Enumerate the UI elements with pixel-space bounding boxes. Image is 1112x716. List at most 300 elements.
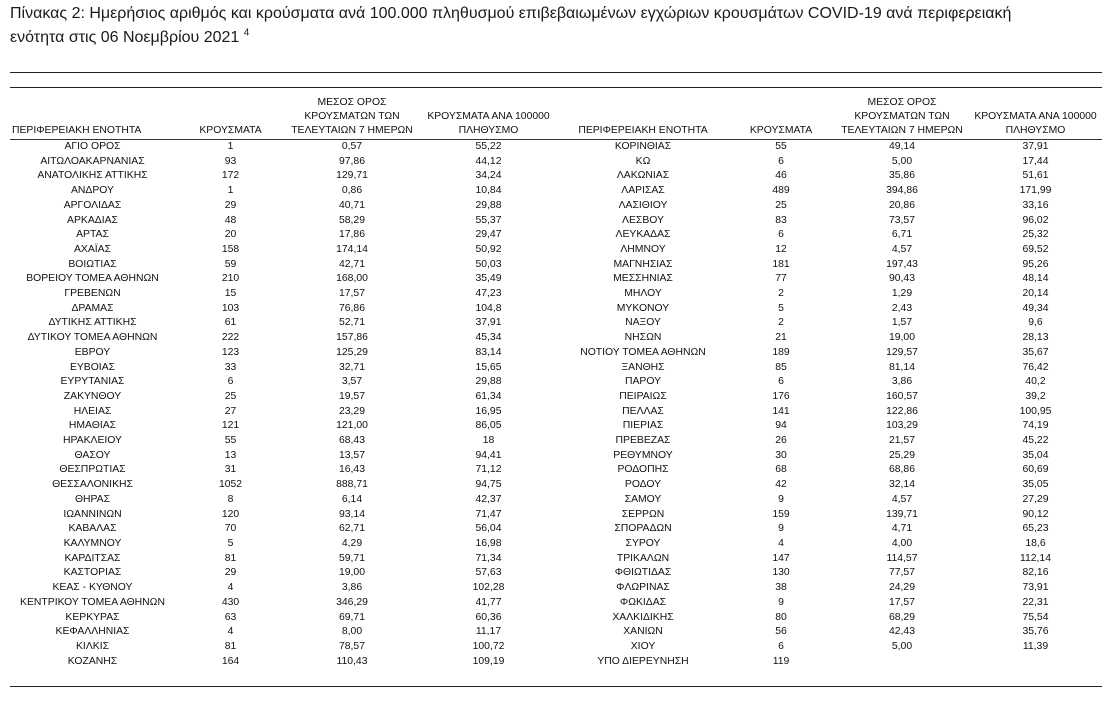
table-row <box>10 214 1102 229</box>
table-row <box>10 287 1102 302</box>
per-100k-cell: 109,19 <box>472 655 505 667</box>
cases-cell: 26 <box>775 435 787 447</box>
avg-7-days-cell <box>835 655 969 670</box>
avg-7-days-cell: 1,57 <box>891 317 913 329</box>
avg-7-days-cell: 122,86 <box>886 405 918 417</box>
table-row <box>10 449 1102 464</box>
cases-cell: 1 <box>227 141 234 152</box>
per-100k-cell: 60,36 <box>475 611 502 623</box>
per-100k-cell: 83,14 <box>475 346 502 358</box>
avg-7-days-cell: 5,00 <box>891 155 913 167</box>
avg-7-days-cell: 129,57 <box>886 346 918 358</box>
top-rule <box>10 72 1102 73</box>
per-100k-cell: 56,04 <box>475 523 502 535</box>
region-cell: ΡΟΔΟΠΗΣ <box>617 464 669 476</box>
table-bottom-rule <box>10 686 1102 687</box>
region-cell: ΗΜΑΘΙΑΣ <box>68 420 117 432</box>
avg-7-days-cell: 17,57 <box>888 596 915 608</box>
cases-cell: 25 <box>224 390 237 402</box>
per-100k-cell: 90,12 <box>1022 508 1049 520</box>
per-100k-cell: 94,41 <box>475 449 502 461</box>
avg-7-days-cell: 4,00 <box>891 537 913 549</box>
cases-cell: 164 <box>221 655 240 667</box>
per-100k-cell: 45,34 <box>475 332 502 344</box>
header-cases: ΚΡΟΥΣΜΑΤΑ <box>175 94 286 140</box>
cases-cell: 2 <box>778 288 784 300</box>
region-cell: ΚΑΒΑΛΑΣ <box>68 523 117 535</box>
region-cell: ΜΥΚΟΝΟΥ <box>616 302 670 314</box>
per-100k-cell: 50,03 <box>475 258 502 270</box>
table-row <box>10 419 1102 434</box>
table-row <box>10 655 1102 670</box>
title-line-1: Πίνακας 2: Ημερήσιος αριθμός και κρούσματα ανά 100.000 πληθυσμού επιβεβαιωμένων εγχώριων κρουσμάτων COVID-19 ανά περιφερειακή <box>10 5 1012 22</box>
region-cell: ΑΙΤΩΛΟΑΚΑΡΝΑΝΙΑΣ <box>40 155 145 167</box>
region-cell: ΧΙΟΥ <box>630 640 656 652</box>
cases-cell: 77 <box>775 273 787 285</box>
per-100k-cell: 27,29 <box>1022 493 1049 505</box>
table-row <box>10 272 1102 287</box>
avg-7-days-cell: 76,86 <box>338 302 365 314</box>
table-row <box>10 405 1102 420</box>
avg-7-days-cell: 103,29 <box>886 420 918 432</box>
avg-7-days-cell: 35,86 <box>888 170 915 182</box>
region-cell: ΠΡΕΒΕΖΑΣ <box>615 435 671 447</box>
region-cell: ΤΡΙΚΑΛΩΝ <box>616 552 670 564</box>
region-cell: ΔΡΑΜΑΣ <box>71 302 114 314</box>
per-100k-cell: 35,05 <box>1022 479 1049 491</box>
table-row <box>10 581 1102 596</box>
region-cell: ΘΗΡΑΣ <box>74 493 111 505</box>
per-100k-cell: 41,77 <box>475 596 502 608</box>
cases-cell: 130 <box>772 567 790 579</box>
per-100k-cell: 76,42 <box>1022 361 1049 373</box>
cases-cell: 1 <box>227 185 234 197</box>
cases-cell: 210 <box>221 273 240 285</box>
cases-cell: 30 <box>775 449 787 461</box>
footnote-marker: 4 <box>243 27 250 39</box>
region-cell: ΚΕΝΤΡΙΚΟΥ ΤΟΜΕΑ ΑΘΗΝΩΝ <box>20 596 165 608</box>
avg-7-days-cell: 62,71 <box>338 523 365 535</box>
avg-7-days-cell: 5,00 <box>891 640 913 652</box>
avg-7-days-cell: 4,57 <box>891 493 913 505</box>
region-cell: ΖΑΚΥΝΘΟΥ <box>63 390 122 402</box>
cases-cell: 20 <box>224 229 237 241</box>
table-row <box>10 361 1102 376</box>
avg-7-days-cell: 197,43 <box>886 258 918 270</box>
per-100k-cell: 55,22 <box>475 141 502 152</box>
cases-cell: 141 <box>772 405 790 417</box>
region-cell: ΞΑΝΘΗΣ <box>621 361 665 373</box>
avg-7-days-cell: 93,14 <box>338 508 365 520</box>
avg-7-days-cell: 78,57 <box>338 640 365 652</box>
table-row <box>10 258 1102 273</box>
per-100k-cell: 35,76 <box>1022 626 1049 638</box>
per-100k-cell <box>969 655 1102 670</box>
region-cell: ΑΓΙΟ ΟΡΟΣ <box>64 141 121 152</box>
per-100k-cell: 44,12 <box>475 155 502 167</box>
cases-cell: 55 <box>775 141 787 152</box>
table-row <box>10 640 1102 655</box>
region-cell: ΝΗΣΩΝ <box>624 332 662 344</box>
avg-7-days-cell: 19,57 <box>338 390 365 402</box>
avg-7-days-cell: 32,71 <box>338 361 365 373</box>
per-100k-cell: 102,28 <box>472 582 505 594</box>
cases-cell: 56 <box>775 626 787 638</box>
cases-cell: 81 <box>224 552 237 564</box>
per-100k-cell: 112,14 <box>1019 552 1051 564</box>
per-100k-cell: 16,98 <box>475 537 502 549</box>
region-cell: ΝΑΞΟΥ <box>625 317 661 329</box>
cases-cell: 5 <box>778 302 784 314</box>
cases-cell: 158 <box>221 243 240 255</box>
region-cell: ΧΑΛΚΙΔΙΚΗΣ <box>612 611 674 623</box>
cases-cell: 13 <box>224 449 237 461</box>
region-cell: ΚΕΑΣ - ΚΥΘΝΟΥ <box>52 582 133 594</box>
table-row <box>10 434 1102 449</box>
cases-cell: 42 <box>775 479 787 491</box>
per-100k-cell: 74,19 <box>1022 420 1049 432</box>
cases-cell: 147 <box>772 552 790 564</box>
region-cell: ΠΑΡΟΥ <box>624 376 662 388</box>
cases-cell: 38 <box>775 582 787 594</box>
avg-7-days-cell: 23,29 <box>338 405 365 417</box>
header-cases: ΚΡΟΥΣΜΑΤΑ <box>727 94 835 140</box>
table-row <box>10 375 1102 390</box>
region-cell: ΛΑΡΙΣΑΣ <box>621 185 665 197</box>
per-100k-cell: 28,13 <box>1022 332 1049 344</box>
region-cell: ΗΛΕΙΑΣ <box>73 405 112 417</box>
cases-cell: 1052 <box>218 479 243 491</box>
per-100k-cell: 61,34 <box>475 390 502 402</box>
region-cell: ΝΟΤΙΟΥ ΤΟΜΕΑ ΑΘΗΝΩΝ <box>580 346 706 358</box>
region-cell: ΚΩ <box>635 155 651 167</box>
cases-cell: 2 <box>778 317 784 329</box>
cases-cell: 222 <box>221 332 240 344</box>
avg-7-days-cell: 58,29 <box>338 214 365 226</box>
region-cell: ΛΕΣΒΟΥ <box>622 214 664 226</box>
per-100k-cell: 29,88 <box>475 376 502 388</box>
cases-cell: 15 <box>224 288 237 300</box>
table-row <box>10 625 1102 640</box>
avg-7-days-cell: 77,57 <box>888 567 915 579</box>
cases-cell: 430 <box>221 596 240 608</box>
table-row <box>10 169 1102 184</box>
avg-7-days-cell: 40,71 <box>338 199 365 211</box>
region-cell: ΘΑΣΟΥ <box>74 449 111 461</box>
table-row <box>10 184 1102 199</box>
cases-cell: 94 <box>775 420 787 432</box>
avg-7-days-cell: 20,86 <box>888 199 915 211</box>
avg-7-days-cell: 2,43 <box>891 302 913 314</box>
region-cell: ΦΛΩΡΙΝΑΣ <box>616 582 670 594</box>
cases-cell: 6 <box>778 155 784 167</box>
avg-7-days-cell: 129,71 <box>336 170 368 182</box>
avg-7-days-cell: 52,71 <box>338 317 365 329</box>
per-100k-cell: 25,32 <box>1022 229 1049 241</box>
per-100k-cell: 73,91 <box>1022 582 1049 594</box>
per-100k-cell: 37,91 <box>1022 141 1049 152</box>
per-100k-cell: 17,44 <box>1022 155 1049 167</box>
per-100k-cell: 18,6 <box>1025 537 1046 549</box>
cases-cell: 6 <box>778 640 784 652</box>
cases-cell: 4 <box>778 537 784 549</box>
header-avg-7-days: ΜΕΣΟΣ ΟΡΟΣ ΚΡΟΥΣΜΑΤΩΝ ΤΩΝ ΤΕΛΕΥΤΑΙΩΝ 7 ΗΜΕΡΩΝ <box>835 94 969 140</box>
per-100k-cell: 11,17 <box>475 626 502 638</box>
avg-7-days-cell: 160,57 <box>886 390 918 402</box>
table-row <box>10 552 1102 567</box>
table-row <box>10 478 1102 493</box>
per-100k-cell: 33,16 <box>1022 199 1049 211</box>
avg-7-days-cell: 17,86 <box>338 229 365 241</box>
cases-cell: 489 <box>772 185 790 197</box>
avg-7-days-cell: 888,71 <box>336 479 368 491</box>
cases-cell: 6 <box>227 376 234 388</box>
region-cell: ΣΥΡΟΥ <box>625 537 661 549</box>
per-100k-cell: 35,04 <box>1022 449 1049 461</box>
avg-7-days-cell: 4,57 <box>891 243 913 255</box>
region-cell: ΠΙΕΡΙΑΣ <box>622 420 664 432</box>
cases-cell: 6 <box>778 229 784 241</box>
cases-cell: 85 <box>775 361 787 373</box>
avg-7-days-cell: 110,43 <box>336 655 368 667</box>
avg-7-days-cell: 174,14 <box>336 243 368 255</box>
avg-7-days-cell: 157,86 <box>336 332 368 344</box>
region-cell: ΣΑΜΟΥ <box>624 493 662 505</box>
per-100k-cell: 94,75 <box>475 479 502 491</box>
cases-cell: 12 <box>775 243 787 255</box>
region-cell: ΜΕΣΣΗΝΙΑΣ <box>613 273 673 285</box>
cases-cell: 80 <box>775 611 787 623</box>
per-100k-cell: 65,23 <box>1022 523 1049 535</box>
avg-7-days-cell: 17,57 <box>338 288 365 300</box>
per-100k-cell: 42,37 <box>475 493 502 505</box>
cases-cell: 189 <box>772 346 790 358</box>
region-cell: ΕΒΡΟΥ <box>74 346 111 358</box>
header-region: ΠΕΡΙΦΕΡΕΙΑΚΗ ΕΝΟΤΗΤΑ <box>10 94 175 140</box>
per-100k-cell: 29,47 <box>475 229 502 241</box>
region-cell: ΠΕΛΛΑΣ <box>622 405 664 417</box>
region-cell: ΗΡΑΚΛΕΙΟΥ <box>63 435 122 447</box>
table-row <box>10 611 1102 626</box>
region-cell: ΡΟΔΟΥ <box>624 479 662 491</box>
avg-7-days-cell: 97,86 <box>338 155 365 167</box>
region-cell: ΜΗΛΟΥ <box>624 288 662 300</box>
avg-7-days-cell: 13,57 <box>338 449 365 461</box>
region-cell: ΔΥΤΙΚΗΣ ΑΤΤΙΚΗΣ <box>48 317 137 329</box>
per-100k-cell: 15,65 <box>475 361 502 373</box>
per-100k-cell: 35,49 <box>475 273 502 285</box>
region-cell: ΒΟΙΩΤΙΑΣ <box>68 258 117 270</box>
cases-cell: 6 <box>778 376 784 388</box>
document-title <box>10 2 1105 50</box>
per-100k-cell: 57,63 <box>475 567 502 579</box>
per-100k-cell: 71,12 <box>475 464 502 476</box>
per-100k-cell: 171,99 <box>1019 185 1052 197</box>
region-cell: ΕΥΡΥΤΑΝΙΑΣ <box>60 376 125 388</box>
cases-cell: 4 <box>227 626 234 638</box>
cases-cell: 63 <box>224 611 237 623</box>
avg-7-days-cell: 42,71 <box>338 258 365 270</box>
table-row <box>10 522 1102 537</box>
avg-7-days-cell: 49,14 <box>888 141 915 152</box>
avg-7-days-cell: 16,43 <box>338 464 365 476</box>
table-row <box>10 566 1102 581</box>
region-cell: ΚΑΣΤΟΡΙΑΣ <box>63 567 122 579</box>
region-cell: ΒΟΡΕΙΟΥ ΤΟΜΕΑ ΑΘΗΝΩΝ <box>26 273 159 285</box>
per-100k-cell: 22,31 <box>1022 596 1049 608</box>
region-cell: ΑΡΤΑΣ <box>76 229 109 241</box>
title-line-2: ενότητα στις 06 Νοεμβρίου 2021 <box>10 29 240 46</box>
region-cell: ΛΑΣΙΘΙΟΥ <box>618 199 668 211</box>
per-100k-cell: 60,69 <box>1022 464 1049 476</box>
avg-7-days-cell: 3,86 <box>891 376 913 388</box>
cases-cell: 5 <box>227 537 234 549</box>
region-cell: ΑΝΔΡΟΥ <box>71 185 114 197</box>
region-cell: ΔΥΤΙΚΟΥ ΤΟΜΕΑ ΑΘΗΝΩΝ <box>27 332 158 344</box>
avg-7-days-cell: 4,29 <box>341 537 363 549</box>
avg-7-days-cell: 125,29 <box>336 346 368 358</box>
cases-cell: 123 <box>221 346 240 358</box>
region-cell: ΑΧΑΪΑΣ <box>73 243 112 255</box>
region-cell: ΠΕΙΡΑΙΩΣ <box>619 390 667 402</box>
cases-cell: 120 <box>221 508 240 520</box>
avg-7-days-cell: 8,00 <box>341 626 363 638</box>
avg-7-days-cell: 19,00 <box>338 567 365 579</box>
cases-cell: 9 <box>778 493 784 505</box>
avg-7-days-cell: 73,57 <box>888 214 915 226</box>
region-cell: ΜΑΓΝΗΣΙΑΣ <box>613 258 673 270</box>
region-cell: ΡΕΘΥΜΝΟΥ <box>613 449 673 461</box>
region-cell: ΓΡΕΒΕΝΩΝ <box>64 288 121 300</box>
header-per-100k: ΚΡΟΥΣΜΑΤΑ ΑΝΑ 100000 ΠΛΗΘΥΣΜΟ <box>418 94 559 140</box>
per-100k-cell: 10,84 <box>475 185 502 197</box>
cases-cell: 21 <box>775 332 787 344</box>
region-cell: ΘΕΣΠΡΩΤΙΑΣ <box>59 464 126 476</box>
avg-7-days-cell: 0,57 <box>341 141 363 152</box>
cases-cell: 9 <box>778 523 784 535</box>
table-row <box>10 463 1102 478</box>
cases-cell: 93 <box>224 155 237 167</box>
avg-7-days-cell: 394,86 <box>886 185 918 197</box>
per-100k-cell: 104,8 <box>475 302 502 314</box>
per-100k-cell: 45,22 <box>1022 435 1049 447</box>
cases-cell: 8 <box>227 493 234 505</box>
region-cell: ΚΕΦΑΛΛΗΝΙΑΣ <box>55 626 130 638</box>
region-cell: ΚΑΡΔΙΤΣΑΣ <box>64 552 121 564</box>
table-row <box>10 199 1102 214</box>
per-100k-cell: 69,52 <box>1022 243 1049 255</box>
per-100k-cell: 71,34 <box>475 552 502 564</box>
region-cell: ΧΑΝΙΩΝ <box>623 626 663 638</box>
per-100k-cell: 9,6 <box>1028 317 1043 329</box>
region-cell: ΛΕΥΚΑΔΑΣ <box>615 229 671 241</box>
avg-7-days-cell: 81,14 <box>888 361 915 373</box>
avg-7-days-cell: 6,14 <box>341 493 363 505</box>
avg-7-days-cell: 21,57 <box>888 435 915 447</box>
cases-cell: 83 <box>775 214 787 226</box>
avg-7-days-cell: 32,14 <box>888 479 915 491</box>
table-row <box>10 596 1102 611</box>
per-100k-cell: 18 <box>482 435 495 447</box>
per-100k-cell: 50,92 <box>475 243 502 255</box>
per-100k-cell: 16,95 <box>475 405 502 417</box>
avg-7-days-cell: 25,29 <box>888 449 915 461</box>
per-100k-cell: 86,05 <box>475 420 502 432</box>
per-100k-cell: 35,67 <box>1022 346 1049 358</box>
avg-7-days-cell: 19,00 <box>888 332 915 344</box>
region-cell: ΚΙΛΚΙΣ <box>76 640 109 652</box>
table-row <box>10 302 1102 317</box>
region-cell: ΣΠΟΡΑΔΩΝ <box>614 523 672 535</box>
table-row <box>10 508 1102 523</box>
cases-cell: 121 <box>221 420 240 432</box>
per-100k-cell: 20,14 <box>1022 288 1049 300</box>
cases-cell: 48 <box>224 214 237 226</box>
cases-cell: 46 <box>775 170 787 182</box>
cases-cell: 119 <box>772 655 790 667</box>
region-cell: ΛΑΚΩΝΙΑΣ <box>616 170 670 182</box>
per-100k-cell: 51,61 <box>1022 170 1049 182</box>
cases-cell: 81 <box>224 640 237 652</box>
region-cell: ΥΠΟ ΔΙΕΡΕΥΝΗΣΗ <box>597 655 689 667</box>
avg-7-days-cell: 42,43 <box>888 626 915 638</box>
table-row <box>10 140 1102 155</box>
cases-cell: 29 <box>224 199 237 211</box>
cases-cell: 27 <box>224 405 237 417</box>
avg-7-days-cell: 6,71 <box>891 229 913 241</box>
header-region: ΠΕΡΙΦΕΡΕΙΑΚΗ ΕΝΟΤΗΤΑ <box>559 94 727 140</box>
table-row <box>10 243 1102 258</box>
avg-7-days-cell: 139,71 <box>886 508 918 520</box>
table-row <box>10 331 1102 346</box>
table-row <box>10 155 1102 170</box>
cases-cell: 33 <box>224 361 237 373</box>
per-100k-cell: 37,91 <box>475 317 502 329</box>
per-100k-cell: 40,2 <box>1025 376 1046 388</box>
per-100k-cell: 100,72 <box>472 640 505 652</box>
avg-7-days-cell: 1,29 <box>891 288 913 300</box>
avg-7-days-cell: 69,71 <box>338 611 365 623</box>
table-row <box>10 228 1102 243</box>
avg-7-days-cell: 59,71 <box>338 552 365 564</box>
cases-cell: 59 <box>224 258 237 270</box>
per-100k-cell: 29,88 <box>475 199 502 211</box>
cases-cell: 9 <box>778 596 784 608</box>
cases-cell: 68 <box>775 464 787 476</box>
region-cell: ΑΝΑΤΟΛΙΚΗΣ ΑΤΤΙΚΗΣ <box>37 170 148 182</box>
per-100k-cell: 95,26 <box>1022 258 1049 270</box>
avg-7-days-cell: 68,29 <box>888 611 915 623</box>
table-top-rule <box>10 87 1102 88</box>
avg-7-days-cell: 0,86 <box>341 185 363 197</box>
cases-cell: 25 <box>775 199 787 211</box>
avg-7-days-cell: 68,86 <box>888 464 915 476</box>
cases-cell: 55 <box>224 435 237 447</box>
region-cell: ΚΕΡΚΥΡΑΣ <box>65 611 120 623</box>
table-row <box>10 346 1102 361</box>
per-100k-cell: 34,24 <box>475 170 502 182</box>
region-cell: ΦΩΚΙΔΑΣ <box>619 596 667 608</box>
header-per-100k: ΚΡΟΥΣΜΑΤΑ ΑΝΑ 100000 ΠΛΗΘΥΣΜΟ <box>969 94 1102 140</box>
cases-cell: 70 <box>224 523 237 535</box>
per-100k-cell: 11,39 <box>1022 640 1049 652</box>
region-cell: ΚΟΡΙΝΘΙΑΣ <box>614 141 672 152</box>
per-100k-cell: 82,16 <box>1022 567 1049 579</box>
cases-cell: 4 <box>227 582 234 594</box>
covid-cases-table <box>10 94 1102 669</box>
header-avg-7-days: ΜΕΣΟΣ ΟΡΟΣ ΚΡΟΥΣΜΑΤΩΝ ΤΩΝ ΤΕΛΕΥΤΑΙΩΝ 7 ΗΜΕΡΩΝ <box>286 94 418 140</box>
cases-cell: 172 <box>221 170 240 182</box>
